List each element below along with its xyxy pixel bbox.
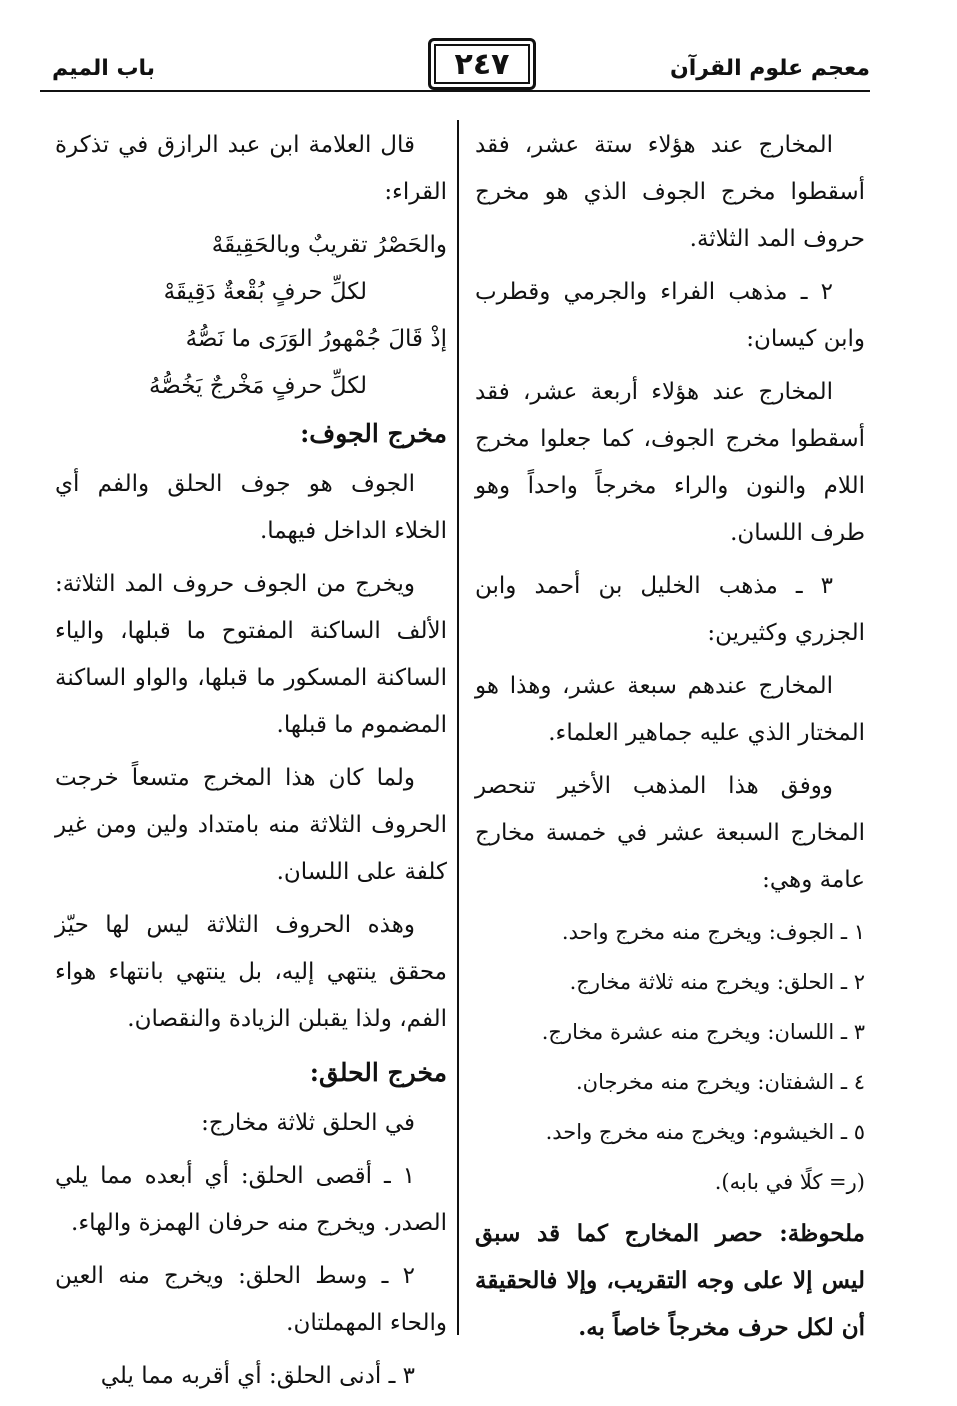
chapter-title: باب الميم: [52, 56, 156, 81]
verse-line: والحَصْرُ تقريبٌ وبالحَقِيقَهْ: [211, 232, 447, 258]
paragraph: ولما كان هذا المخرج متسعاً خرجت الحروف الثلاثة منه بامتداد ولين ومن غير كلفة على اللسان.: [55, 765, 447, 885]
list-item: ٤ ـ الشفتان: ويخرج منه مخرجان.: [575, 1070, 865, 1094]
left-column: [55, 122, 447, 1406]
paragraph: المخارج عند هؤلاء ستة عشر، فقد أسقطوا مخرج الجوف الذي هو مخرج حروف المد الثلاثة.: [475, 132, 865, 252]
paragraph: ٣ ـ مذهب الخليل بن أحمد وابن الجزري وكثيرين:: [475, 573, 865, 646]
paragraph: ٢ ـ وسط الحلق: ويخرج منه العين والحاء المهملتان.: [55, 1263, 447, 1336]
right-column: [475, 122, 865, 1351]
paragraph: ٣ ـ أدنى الحلق: أي أقربه مما يلي: [100, 1363, 415, 1389]
verse-line: إذْ قَالَ جُمْهورُ الوَرَى ما نَصُّهُ: [185, 326, 447, 352]
list-item: ٥ ـ الخيشوم: ويخرج منه مخرج واحد.: [545, 1120, 865, 1144]
header-rule: [40, 90, 870, 92]
paragraph: الجوف هو جوف الحلق والفم أي الخلاء الداخل فيهما.: [55, 471, 447, 544]
paragraph: في الحلق ثلاثة مخارج:: [201, 1110, 415, 1136]
note: ملحوظة: حصر المخارج كما قد سبق ليس إلا على وجه التقريب، وإلا فالحقيقة أن لكل حرف مخرجاً خاصاً به.: [475, 1220, 865, 1341]
paragraph: ٢ ـ مذهب الفراء والجرمي وقطرب وابن كيسان:: [475, 279, 865, 352]
verse-line: لكلِّ حرفٍ مَخْرجٌ يَخُصُّهُ: [148, 373, 367, 399]
paragraph: المخارج عند هؤلاء أربعة عشر، فقد أسقطوا مخرج الجوف، كما جعلوا مخرج اللام والنون والراء مخرجاً واحداً وهو طرف اللسان.: [475, 379, 865, 546]
book-title: معجم علوم القرآن: [669, 56, 870, 81]
section-heading: مخرج الحلق:: [309, 1058, 447, 1087]
list-item: ١ ـ الجوف: ويخرج منه مخرج واحد.: [561, 920, 865, 944]
paragraph: المخارج عندهم سبعة عشر، وهذا هو المختار الذي عليه جماهير العلماء.: [475, 673, 865, 746]
paragraph: قال العلامة ابن عبد الرازق في تذكرة القراء:: [55, 132, 447, 205]
list-item: ٢ ـ الحلق: ويخرج منه ثلاثة مخارج.: [569, 970, 865, 994]
verse-line: لكلِّ حرفٍ بُقْعةٌ دَقِيقَهْ: [163, 279, 367, 305]
paragraph: ١ ـ أقصى الحلق: أي أبعده مما يلي الصدر. ويخرج منه حرفان الهمزة والهاء.: [55, 1163, 447, 1236]
page-header: [40, 30, 870, 92]
paragraph: ويخرج من الجوف حروف المد الثلاثة: الألف الساكنة المفتوح ما قبلها، والياء الساكنة المسكور ما قبلها، والواو الساكنة المضموم ما قبلها.: [55, 571, 447, 738]
column-divider: [457, 120, 459, 1335]
section-heading: مخرج الجوف:: [300, 419, 447, 448]
page-number: ٢٤٧: [428, 38, 536, 90]
cross-reference: (ر= كلًا في بابه).: [714, 1170, 865, 1194]
paragraph: وهذه الحروف الثلاثة ليس لها حيّز محقق ينتهي إليه، بل ينتهي بانتهاء هواء الفم، ولذا يقبلن الزيادة والنقصان.: [55, 912, 447, 1032]
list-item: ٣ ـ اللسان: ويخرج منه عشرة مخارج.: [541, 1020, 865, 1044]
paragraph: ووفق هذا المذهب الأخير تنحصر المخارج السبعة عشر في خمسة مخارج عامة وهي:: [475, 773, 865, 893]
